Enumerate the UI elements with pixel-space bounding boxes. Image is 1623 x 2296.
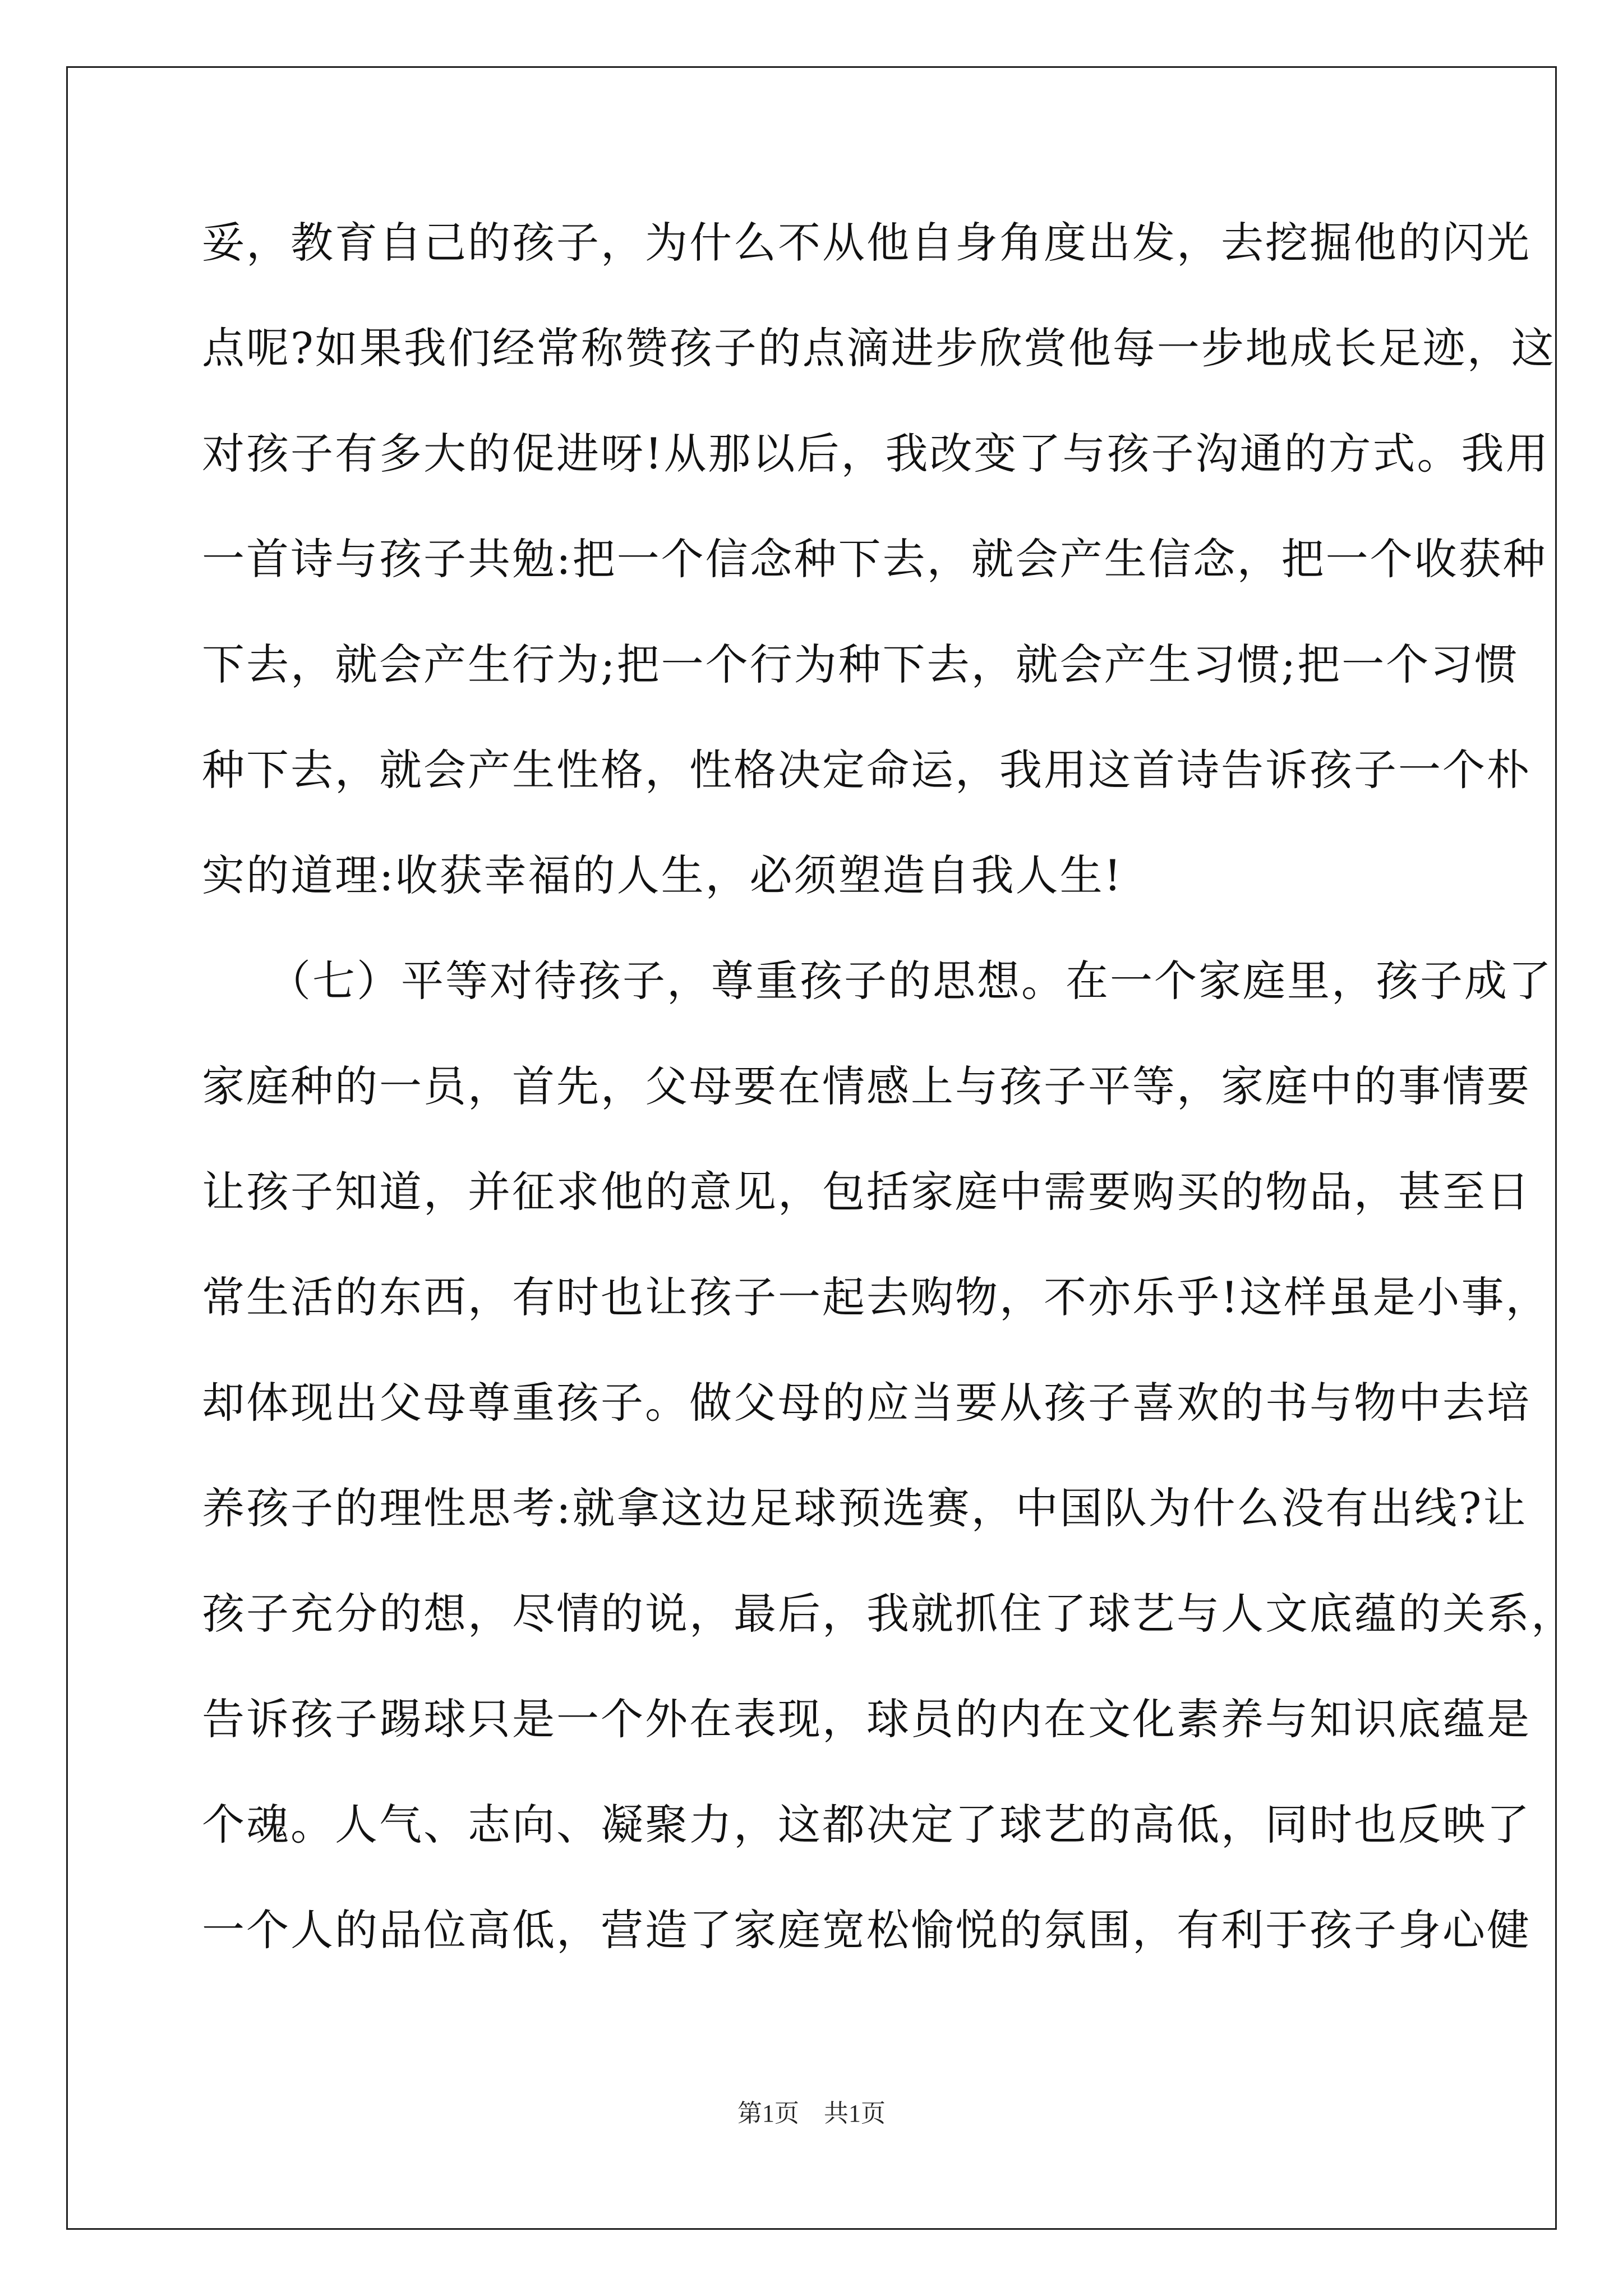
text-line: 个魂。人气、志向、凝聚力，这都决定了球艺的高低，同时也反映了: [202, 1800, 1531, 1849]
text-line: 一个人的品位高低，营造了家庭宽松愉悦的氛围，有利于孩子身心健: [202, 1905, 1531, 1955]
text-line: 告诉孩子踢球只是一个外在表现，球员的内在文化素养与知识底蕴是: [202, 1694, 1531, 1744]
text-line: 让孩子知道，并征求他的意见，包括家庭中需要购买的物品，甚至日: [202, 1167, 1531, 1217]
text-line: 孩子充分的想，尽情的说，最后，我就抓住了球艺与人文底蕴的关系，: [202, 1589, 1575, 1639]
text-line: 妥，教育自己的孩子，为什么不从他自身角度出发，去挖掘他的闪光: [202, 218, 1531, 268]
text-line: 下去，就会产生行为;把一个行为种下去，就会产生习惯;把一个习惯: [202, 639, 1519, 689]
text-line: 常生活的东西，有时也让孩子一起去购物，不亦乐乎!这样虽是小事，: [202, 1272, 1550, 1322]
text-line: 点呢?如果我们经常称赞孩子的点滴进步欣赏他每一步地成长足迹，这: [202, 323, 1556, 373]
paragraph-start-line: （七）平等对待孩子，尊重孩子的思想。在一个家庭里，孩子成了: [268, 956, 1553, 1006]
page-number-footer: 第1页 共1页: [737, 2100, 886, 2127]
text-line: 种下去，就会产生性格，性格决定命运，我用这首诗告诉孩子一个朴: [202, 745, 1531, 795]
text-line: 养孩子的理性思考:就拿这边足球预选赛，中国队为什么没有出线?让: [202, 1483, 1528, 1533]
text-line: 家庭种的一员，首先，父母要在情感上与孩子平等，家庭中的事情要: [202, 1061, 1531, 1111]
text-line: 对孩子有多大的促进呀!从那以后，我改变了与孩子沟通的方式。我用: [202, 429, 1550, 478]
text-line: 实的道理:收获幸福的人生，必须塑造自我人生!: [202, 850, 1123, 900]
text-line: 一首诗与孩子共勉:把一个信念种下去，就会产生信念，把一个收获种: [202, 534, 1547, 584]
text-line: 却体现出父母尊重孩子。做父母的应当要从孩子喜欢的书与物中去培: [202, 1378, 1531, 1428]
